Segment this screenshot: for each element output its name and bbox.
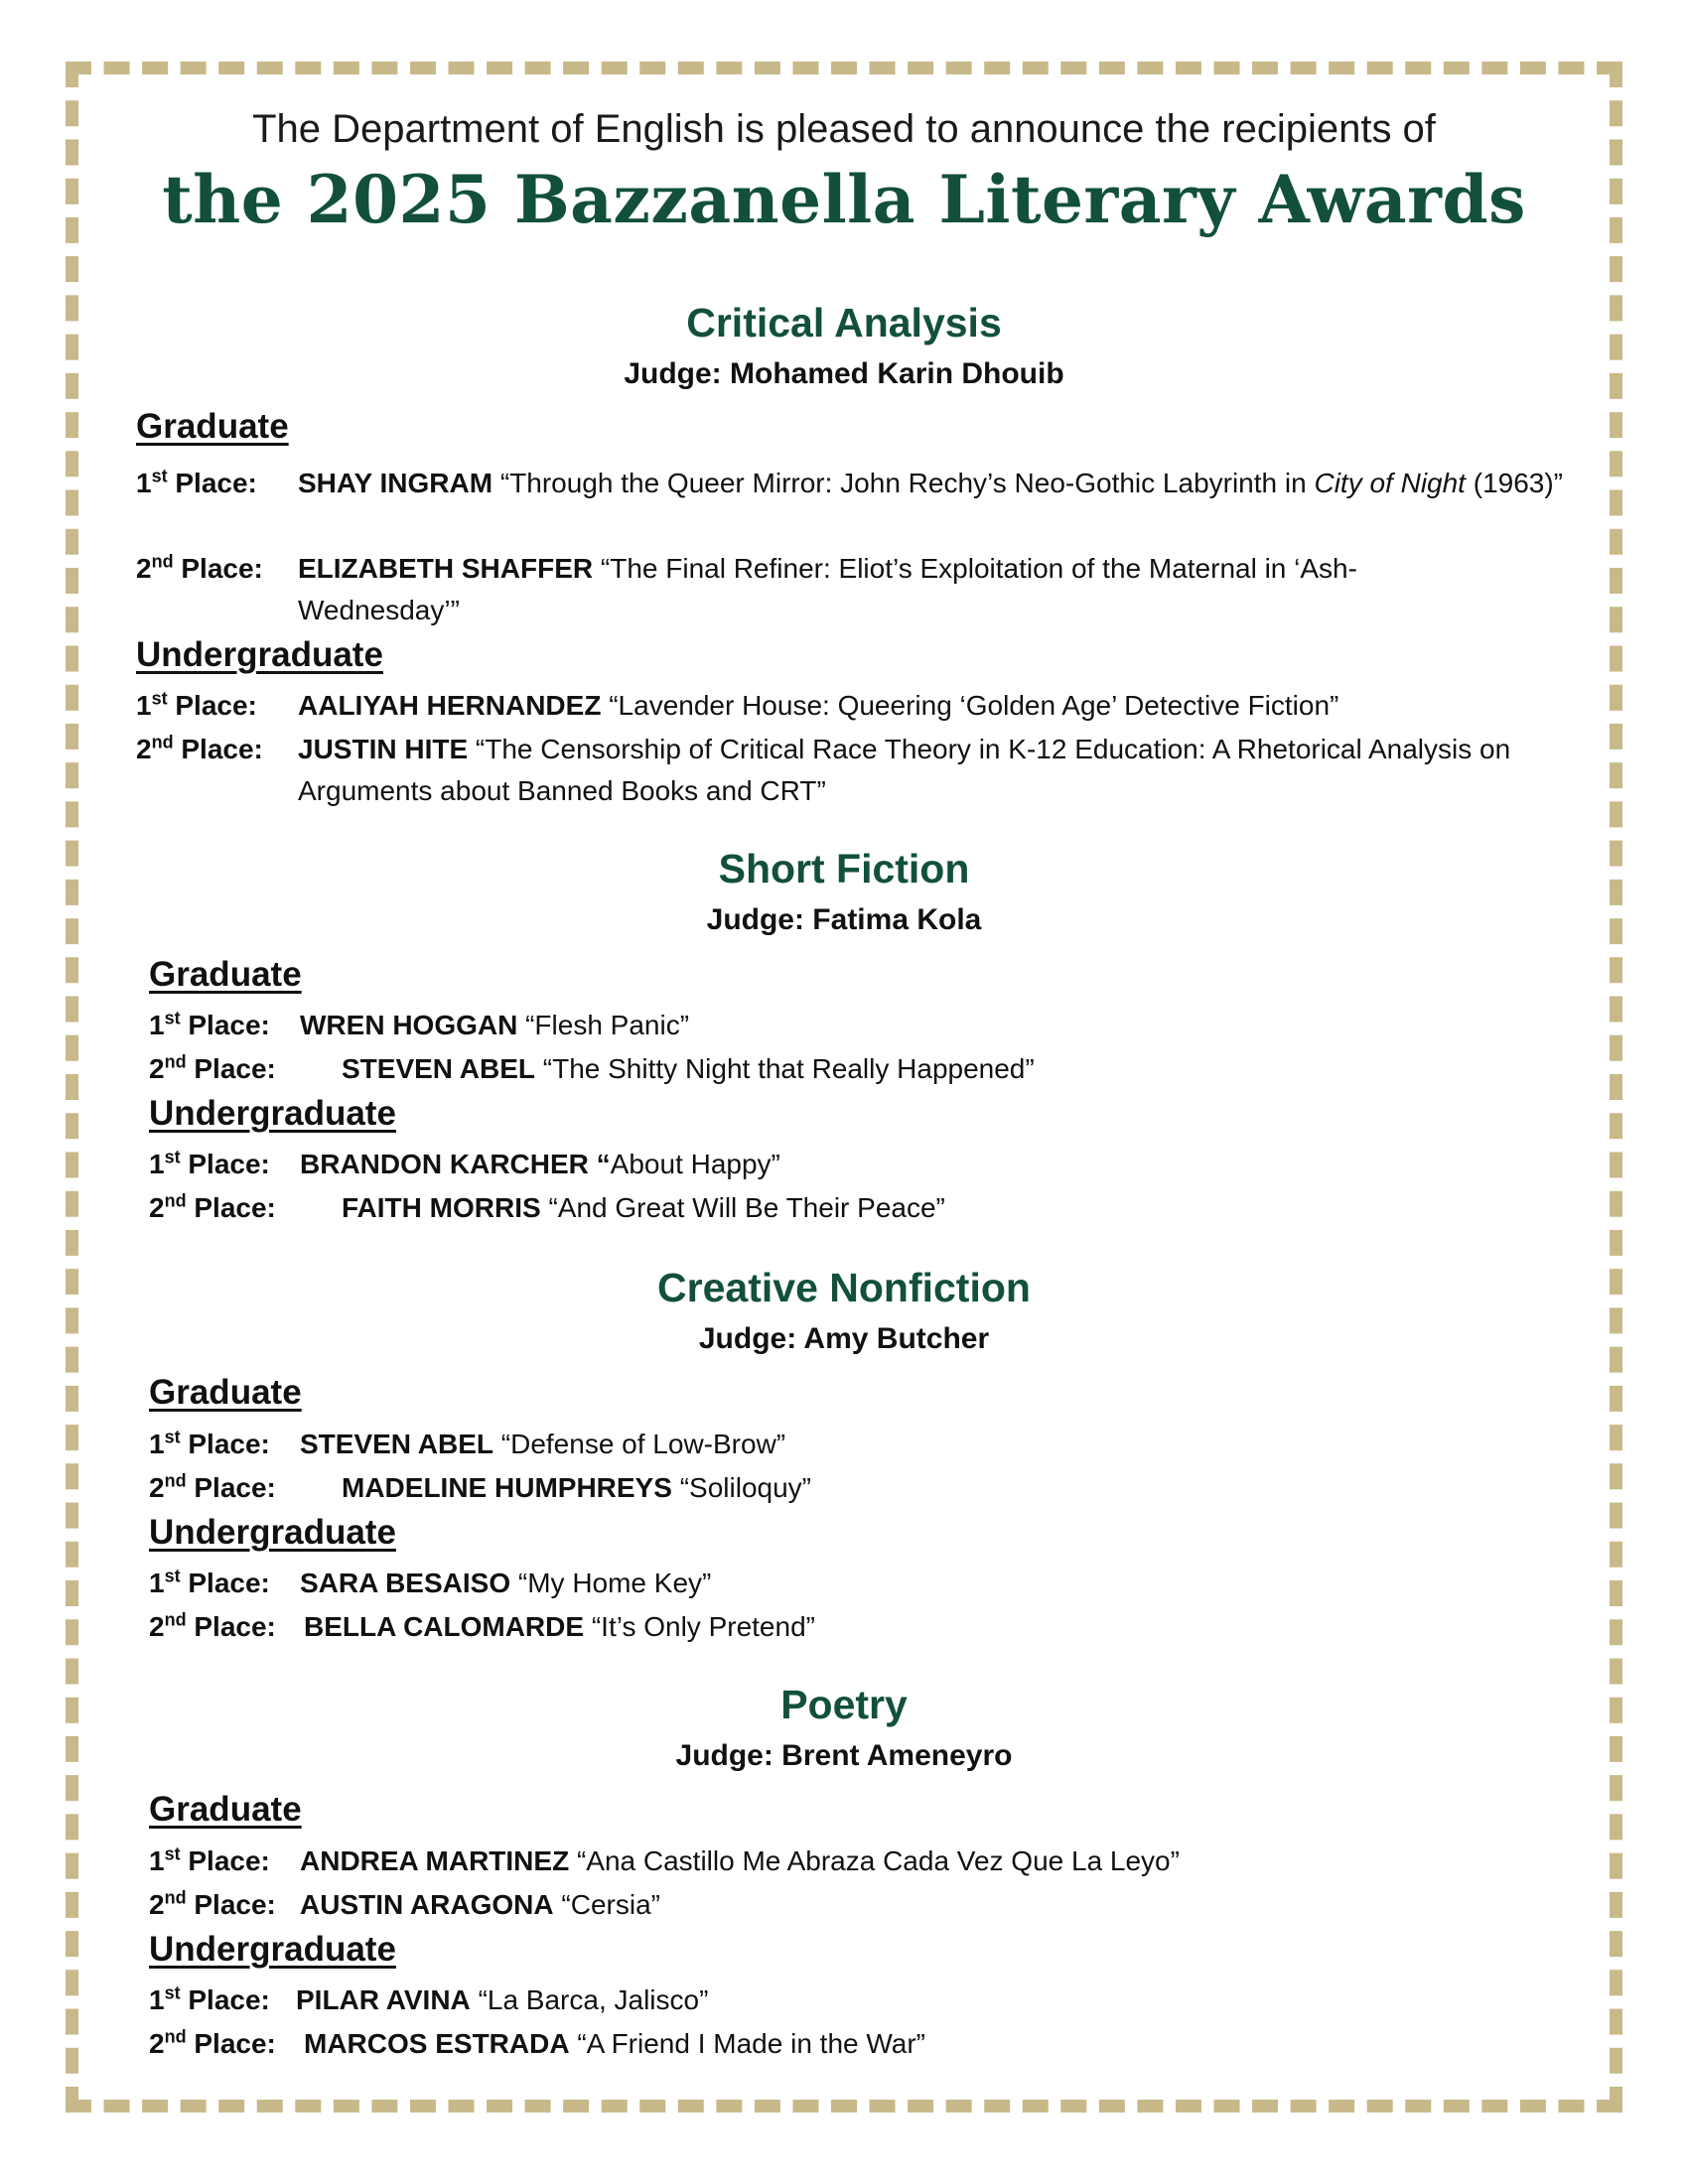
recipient-name: MADELINE HUMPHREYS — [342, 1472, 672, 1503]
recipient-name: FAITH MORRIS — [342, 1192, 541, 1223]
section-title-critical-analysis: Critical Analysis — [686, 300, 1002, 345]
award-entry — [149, 1884, 1539, 1926]
place-label: 2nd Place: — [136, 732, 263, 764]
work-title: “And Great Will Be Their Peace” — [548, 1192, 945, 1223]
award-entry — [136, 548, 1467, 631]
place-label: 2nd Place: — [149, 1470, 276, 1503]
graduate-heading: Graduate — [136, 407, 289, 446]
recipient-name: STEVEN ABEL — [300, 1429, 493, 1459]
award-entry — [149, 2023, 1539, 2065]
work-title: “Through the Queer Mirror: John Rechy’s Neo-Gothic Labyrinth in City of Night (1963)” — [499, 468, 1564, 498]
award-entry — [149, 1144, 1539, 1185]
award-entry — [149, 1005, 1539, 1046]
award-entry — [149, 1424, 1539, 1465]
award-entry — [149, 1563, 1539, 1604]
undergraduate-heading: Undergraduate — [149, 1513, 396, 1552]
place-label: 1st Place: — [149, 1843, 270, 1876]
place-label: 1st Place: — [149, 1008, 270, 1040]
graduate-heading: Graduate — [149, 1373, 302, 1412]
recipient-name: SHAY INGRAM — [298, 468, 493, 498]
place-label: 1st Place: — [149, 1147, 270, 1179]
award-entry — [136, 729, 1576, 812]
work-title: “A Friend I Made in the War” — [577, 2028, 925, 2059]
recipient-name: MARCOS ESTRADA — [304, 2028, 570, 2059]
intro-text: The Department of English is pleased to announce the recipients of — [252, 107, 1436, 151]
recipient-name: ANDREA MARTINEZ — [300, 1845, 570, 1876]
work-title: About Happy” — [610, 1149, 780, 1179]
work-title: “La Barca, Jalisco” — [478, 1984, 709, 2015]
work-title: “My Home Key” — [517, 1568, 712, 1598]
place-label: 1st Place: — [149, 1566, 270, 1598]
recipient-name: PILAR AVINA — [296, 1984, 471, 2015]
place-label: 1st Place: — [149, 1982, 270, 2015]
award-entry — [149, 1467, 1539, 1509]
work-title: “The Final Refiner: Eliot’s Exploitation of the Maternal in ‘Ash-Wednesday’” — [298, 553, 1357, 625]
place-label: 2nd Place: — [149, 2026, 276, 2059]
place-label: 2nd Place: — [149, 1051, 276, 1084]
recipient-name: JUSTIN HITE — [298, 734, 469, 764]
graduate-heading: Graduate — [149, 955, 302, 994]
work-title: “Soliloquy” — [679, 1472, 811, 1503]
recipient-name: AALIYAH HERNANDEZ — [298, 690, 602, 721]
award-entry — [136, 463, 1566, 504]
undergraduate-heading: Undergraduate — [136, 635, 383, 674]
award-entry — [149, 1187, 1539, 1229]
recipient-name: BELLA CALOMARDE — [304, 1611, 585, 1642]
award-entry — [149, 1841, 1539, 1882]
work-title: “It’s Only Pretend” — [591, 1611, 815, 1642]
place-label: 1st Place: — [136, 688, 257, 721]
awards-title: the 2025 Bazzanella Literary Awards — [162, 161, 1526, 238]
section-judge: Judge: Amy Butcher — [698, 1322, 990, 1355]
work-title: “Cersia” — [561, 1889, 660, 1920]
section-judge: Judge: Mohamed Karin Dhouib — [624, 357, 1064, 390]
place-label: 2nd Place: — [149, 1190, 276, 1223]
section-title-creative-nonfiction: Creative Nonfiction — [657, 1265, 1031, 1310]
undergraduate-heading: Undergraduate — [149, 1094, 396, 1133]
graduate-heading: Graduate — [149, 1790, 302, 1829]
section-judge: Judge: Brent Ameneyro — [675, 1739, 1013, 1772]
undergraduate-heading: Undergraduate — [149, 1930, 396, 1969]
place-label: 1st Place: — [136, 466, 257, 498]
place-label: 2nd Place: — [149, 1887, 276, 1920]
section-judge: Judge: Fatima Kola — [706, 903, 982, 936]
work-title: “Flesh Panic” — [525, 1010, 690, 1040]
award-entry — [149, 1606, 1539, 1648]
recipient-name: SARA BESAISO — [300, 1568, 511, 1598]
recipient-name: ELIZABETH SHAFFER — [298, 553, 594, 584]
recipient-name: AUSTIN ARAGONA — [300, 1889, 554, 1920]
award-entry — [149, 1048, 1539, 1090]
place-label: 2nd Place: — [136, 551, 263, 584]
work-title: “Lavender House: Queering ‘Golden Age’ Detective Fiction” — [609, 690, 1339, 721]
work-title: “The Shitty Night that Really Happened” — [542, 1053, 1035, 1084]
award-entry — [149, 1979, 1539, 2021]
recipient-name: BRANDON KARCHER “ — [300, 1149, 611, 1179]
recipient-name: STEVEN ABEL — [342, 1053, 535, 1084]
place-label: 1st Place: — [149, 1427, 270, 1459]
recipient-name: WREN HOGGAN — [300, 1010, 518, 1040]
section-title-poetry: Poetry — [780, 1682, 908, 1727]
work-title: “Ana Castillo Me Abraza Cada Vez Que La Leyo” — [576, 1845, 1180, 1876]
section-title-short-fiction: Short Fiction — [718, 846, 970, 891]
work-title: “Defense of Low-Brow” — [500, 1429, 786, 1459]
place-label: 2nd Place: — [149, 1609, 276, 1642]
award-entry — [136, 685, 1576, 727]
work-title: “The Censorship of Critical Race Theory in K-12 Education: A Rhetorical Analysis on Arguments about Banned Books and CRT” — [298, 734, 1511, 806]
